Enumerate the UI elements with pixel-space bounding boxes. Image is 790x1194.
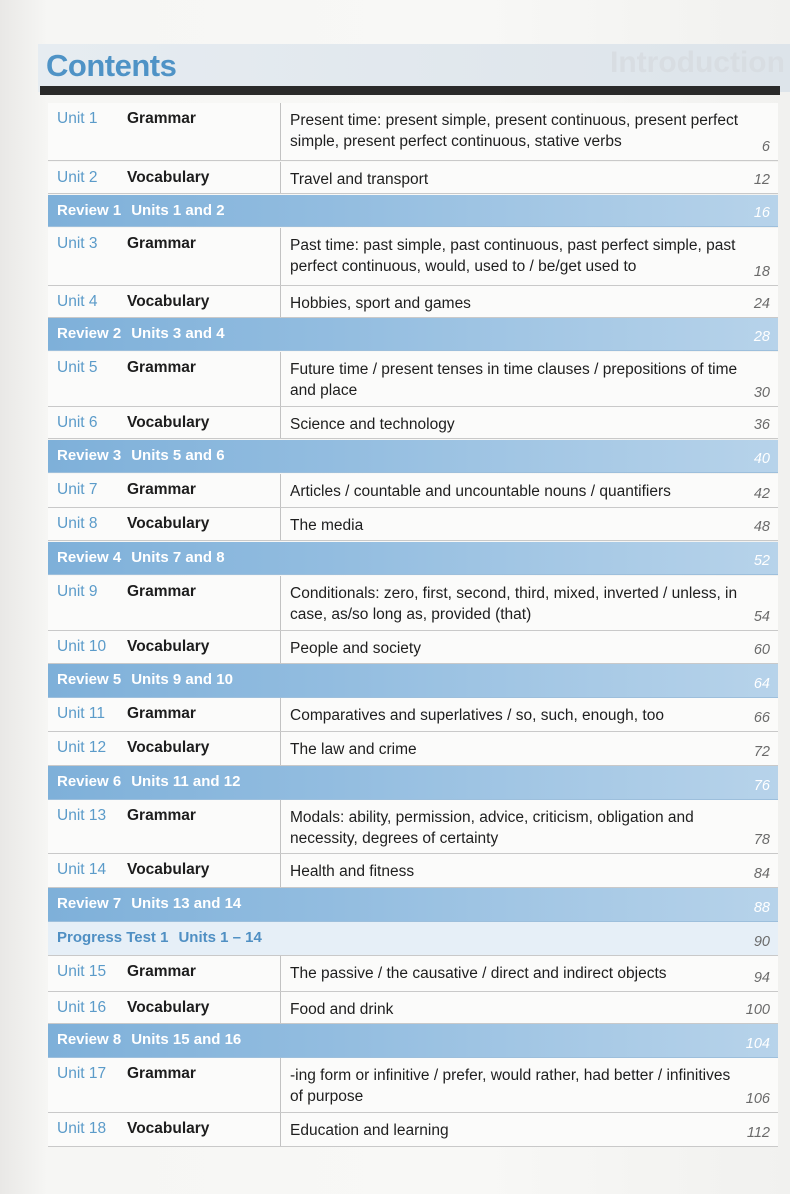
column-divider [280,407,281,438]
unit-type: Vocabulary [127,999,210,1016]
page-number: 60 [753,642,770,658]
unit-number: Unit 8 [57,515,98,532]
unit-type: Vocabulary [127,1120,210,1137]
column-divider [280,732,281,765]
review-name: Review 3 [57,447,122,464]
contents-unit-row[interactable] [48,352,778,407]
page-number: 36 [753,417,770,433]
column-divider [280,286,281,317]
column-divider [280,631,281,663]
contents-review-row[interactable] [48,195,778,227]
column-divider [280,800,281,853]
unit-type: Vocabulary [127,293,210,310]
contents-review-row[interactable] [48,542,778,575]
page-number: 16 [753,205,770,221]
review-name: Review 1 [57,202,122,219]
unit-description: The passive / the causative / direct and indirect objects [290,965,667,982]
column-divider [280,576,281,630]
unit-type: Grammar [127,235,196,252]
contents-progress-row[interactable] [48,922,778,956]
review-name: Review 6 [57,773,122,790]
unit-number: Unit 5 [57,359,98,376]
review-units: Units 1 and 2 [131,202,225,219]
unit-number: Unit 16 [57,999,107,1016]
contents-unit-row[interactable] [48,576,778,631]
unit-description: Articles / countable and uncountable nouns / quantifiers [290,483,671,500]
review-units: Units 1 – 14 [178,929,262,946]
unit-number: Unit 2 [57,169,98,186]
review-label [57,549,225,566]
review-units: Units 3 and 4 [131,325,225,342]
unit-type: Grammar [127,110,196,127]
column-divider [280,698,281,731]
unit-type: Vocabulary [127,515,210,532]
column-divider [280,474,281,507]
page-number: 64 [753,676,770,692]
unit-number: Unit 10 [57,638,107,655]
unit-number: Unit 12 [57,739,107,756]
review-name: Review 5 [57,671,122,688]
review-label [57,929,262,946]
contents-unit-row[interactable] [48,103,778,161]
review-units: Units 5 and 6 [131,447,225,464]
unit-number: Unit 18 [57,1120,107,1137]
contents-review-row[interactable] [48,766,778,800]
column-divider [280,352,281,406]
unit-type: Vocabulary [127,638,210,655]
column-divider [280,228,281,285]
unit-description: People and society [290,640,421,657]
unit-description: Food and drink [290,1001,394,1018]
page-number: 12 [753,172,770,188]
contents-unit-row[interactable] [48,800,778,854]
contents-unit-row[interactable] [48,631,778,664]
column-divider [280,854,281,887]
page-number: 52 [753,553,770,569]
page-number: 48 [753,519,770,535]
unit-number: Unit 13 [57,807,107,824]
unit-description: The media [290,517,364,534]
unit-type: Vocabulary [127,739,210,756]
contents-unit-row[interactable] [48,407,778,439]
page-number: 72 [753,744,770,760]
review-label [57,895,241,912]
page-number: 6 [761,139,770,155]
unit-description: Comparatives and superlatives / so, such, enough, too [290,707,664,724]
unit-type: Grammar [127,705,196,722]
page-number: 104 [745,1036,770,1052]
review-name: Review 2 [57,325,122,342]
contents-unit-row[interactable] [48,1113,778,1147]
unit-number: Unit 6 [57,414,98,431]
unit-description: The law and crime [290,741,417,758]
contents-unit-row[interactable] [48,698,778,732]
unit-number: Unit 17 [57,1065,107,1082]
unit-description: Science and technology [290,416,455,433]
unit-description: Education and learning [290,1122,449,1139]
page-number: 84 [753,866,770,882]
column-divider [280,1058,281,1112]
page-number: 76 [753,778,770,794]
review-label [57,202,225,219]
unit-type: Grammar [127,359,196,376]
unit-number: Unit 1 [57,110,98,127]
unit-type: Vocabulary [127,861,210,878]
unit-type: Grammar [127,963,196,980]
page-number: 66 [753,710,770,726]
unit-description: Modals: ability, permission, advice, criticism, obligation and necessity, degrees of certainty [290,809,694,847]
unit-number: Unit 11 [57,705,105,722]
unit-type: Grammar [127,583,196,600]
page-number: 112 [746,1125,770,1141]
unit-number: Unit 14 [57,861,107,878]
unit-description: Future time / present tenses in time clauses / prepositions of time and place [290,361,738,399]
column-divider [280,956,281,991]
unit-description: Present time: present simple, present continuous, present perfect simple, present perfect continuous, stative verbs [290,112,739,150]
unit-description: Hobbies, sport and games [290,295,471,312]
page-number: 90 [753,934,770,950]
contents-unit-row[interactable] [48,732,778,766]
review-name: Review 7 [57,895,122,912]
unit-type: Vocabulary [127,414,210,431]
review-units: Units 13 and 14 [131,895,242,912]
review-label [57,325,225,342]
contents-unit-row[interactable] [48,508,778,541]
page-number: 88 [753,900,770,916]
contents-unit-row[interactable] [48,162,778,194]
page-number: 40 [753,451,770,467]
unit-description: Health and fitness [290,863,415,880]
unit-type: Vocabulary [127,169,210,186]
unit-description: Travel and transport [290,171,429,188]
contents-unit-row[interactable] [48,474,778,508]
ghost-title: Introduction [610,46,785,79]
unit-description: Conditionals: zero, first, second, third, mixed, inverted / unless, in case, as/so long as, provided (that) [290,585,738,623]
contents-review-row[interactable] [48,664,778,698]
contents-unit-row[interactable] [48,1058,778,1113]
page-number: 106 [745,1091,770,1107]
unit-type: Grammar [127,481,196,498]
contents-review-row[interactable] [48,1024,778,1058]
page-number: 24 [753,296,770,312]
column-divider [280,103,281,160]
page-title: Contents [46,48,177,83]
page-number: 30 [753,385,770,401]
review-units: Units 11 and 12 [131,773,241,790]
column-divider [280,508,281,540]
page-number: 18 [753,264,770,280]
page-number: 54 [753,609,770,625]
unit-number: Unit 7 [57,481,98,498]
review-label [57,773,240,790]
column-divider [280,162,281,193]
page-number: 100 [745,1002,770,1018]
review-label [57,671,233,688]
contents-unit-row[interactable] [48,286,778,318]
unit-number: Unit 4 [57,293,98,310]
page-number: 28 [753,329,770,345]
contents-unit-row[interactable] [48,992,778,1024]
contents-review-row[interactable] [48,888,778,922]
page-number: 94 [753,970,770,986]
review-units: Units 7 and 8 [131,549,225,566]
review-name: Review 4 [57,549,122,566]
review-label [57,447,225,464]
page-number: 42 [753,486,770,502]
review-name: Review 8 [57,1031,122,1048]
unit-type: Grammar [127,1065,196,1082]
unit-description: -ing form or infinitive / prefer, would rather, had better / infinitives of purpose [290,1067,731,1105]
review-units: Units 9 and 10 [131,671,233,688]
review-name: Progress Test 1 [57,929,169,946]
unit-number: Unit 15 [57,963,107,980]
unit-type: Grammar [127,807,196,824]
contents-review-row[interactable] [48,318,778,351]
contents-unit-row[interactable] [48,956,778,992]
review-label [57,1031,241,1048]
review-units: Units 15 and 16 [131,1031,242,1048]
column-divider [280,1113,281,1146]
unit-number: Unit 9 [57,583,98,600]
contents-review-row[interactable] [48,440,778,473]
unit-description: Past time: past simple, past continuous, past perfect simple, past perfect continuous, would, used to / be/get used to [290,237,736,275]
page-number: 78 [753,832,770,848]
contents-unit-row[interactable] [48,854,778,888]
contents-unit-row[interactable] [48,228,778,286]
column-divider [280,992,281,1023]
unit-number: Unit 3 [57,235,98,252]
